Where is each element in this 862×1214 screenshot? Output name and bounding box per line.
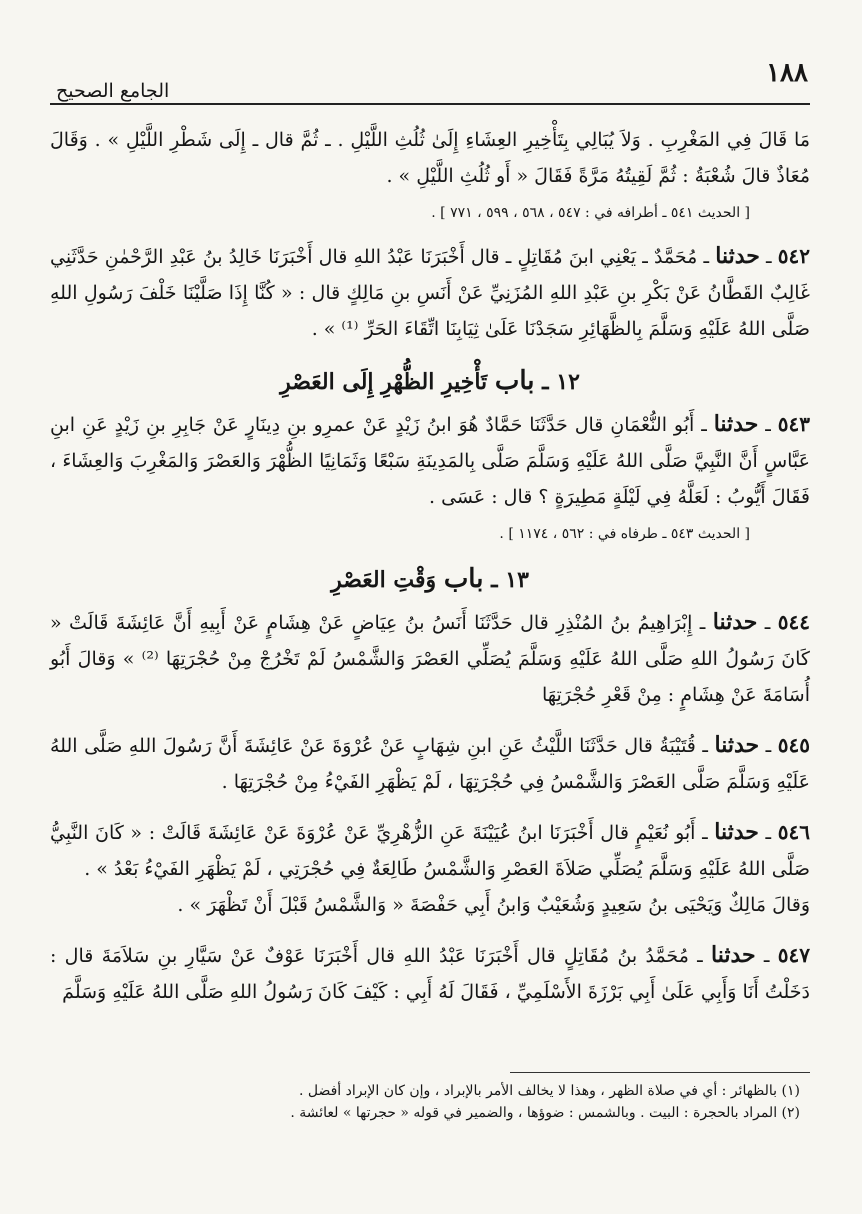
footnote-rule — [510, 1072, 810, 1073]
hadith-number: ٥٤٥ — [777, 733, 810, 757]
hadith-543-ref: [ الحديث ٥٤٣ ـ طرفاه في : ٥٦٢ ، ١١٧٤ ] . — [499, 526, 750, 542]
bab-12-heading — [50, 363, 810, 400]
hadith-546: ٥٤٦ ـ حدثنا ـ أَبُو نُعَيْمٍ قال أَخْبَرَنَا ابنُ عُيَيْنَةَ عَنِ الزُّهْرِيِّ عَنْ عُرْوَةَ عَنْ عَائِشَةَ قَالَتْ : « كَانَ النَّبِيُّ صَلَّى اللهُ عَلَيْهِ وَسَلَّمَ يُصَلِّي صَلاَةَ العَصْرِ وَالشَّمْسُ طَالِعَةٌ فِي حُجْرَتِي ، لَمْ يَظْهَرِ الفَيْءُ بَعْدُ » . — [50, 819, 810, 880]
haddathana-word: حدثنا — [714, 819, 759, 845]
hadith-text: ـ أَبُو النُّعْمَانِ قال حَدَّثَنَا حَمَّادٌ هُوَ ابنُ زَيْدٍ عَنْ عمرِو بنِ دِينَارٍ عَنْ جَابِرِ بنِ زَيْدٍ عَنِ ابنِ عَبَّاسٍ أَنَّ النَّبِيَّ صَلَّى اللهُ عَلَيْهِ وَسَلَّمَ صَلَّى بِالمَدِينَةِ سَبْعًا وَثَمَانِيًا الظُّهْرَ وَالعَصْرَ وَالمَغْرِبَ وَالعِشَاءَ ، فَقَالَ أَيُّوبُ : لَعَلَّهُ فِي لَيْلَةٍ مَطِيرَةٍ ؟ قال : عَسَى . — [50, 414, 810, 508]
hadith-541-ref: [ الحديث ٥٤١ ـ أطرافه في : ٥٤٧ ، ٥٦٨ ، ٥٩٩ ، ٧٧١ ] . — [431, 205, 750, 221]
hadith-number: ٥٤٤ — [777, 610, 810, 634]
hadith-text: ـ قُتَيْبَةُ قال حَدَّثَنَا اللَّيْثُ عَنِ ابنِ شِهَابٍ عَنْ عُرْوَةَ عَنْ عَائِشَةَ أَنَّ رَسُولَ اللهِ صَلَّى اللهُ عَلَيْهِ وَسَلَّمَ صَلَّى العَصْرَ وَالشَّمْسُ فِي حُجْرَتِهَا ، لَمْ يَظْهَرِ الفَيْءُ مِنْ حُجْرَتِهَا . — [50, 735, 810, 793]
hadith-text: ـ إِبْرَاهِيمُ بنُ المُنْذِرِ قال حَدَّثَنَا أَنَسُ بنُ عِيَاضٍ عَنْ هِشَامٍ عَنْ أَبِيهِ أَنَّ عَائِشَةَ قَالَتْ « كَانَ رَسُولُ اللهِ صَلَّى اللهُ عَلَيْهِ وَسَلَّمَ يُصَلِّي العَصْرَ وَالشَّمْسُ لَمْ تَخْرُجْ مِنْ حُجْرَتِهَا ⁽²⁾ » وَقالَ أَبُو أُسَامَةَ عَنْ هِشَامٍ : مِنْ قَعْرِ حُجْرَتِهَا — [50, 612, 810, 706]
running-title: الجامع الصحيح — [56, 80, 170, 102]
haddathana-word: حدثنا — [712, 609, 758, 635]
bab-13-heading — [50, 561, 810, 598]
footnote-2: (٢) المراد بالحجرة : البيت . وبالشمس : ضوؤها ، والضمير في قوله « حجرتها » لعائشة . — [290, 1105, 800, 1121]
hadith-547: ٥٤٧ ـ حدثنا ـ مُحَمَّدُ بنُ مُقَاتِلٍ قال أَخْبَرَنَا عَبْدُ اللهِ قال أَخْبَرَنَا عَوْفٌ عَنْ سَيَّارِ بنِ سَلاَمَةَ قال : دَخَلْتُ أَنَا وَأَبِي عَلَىٰ أَبِي بَرْزَةَ الأَسْلَمِيِّ ، فَقَالَ لَهُ أَبِي : كَيْفَ كَانَ رَسُولُ اللهِ صَلَّى اللهُ عَلَيْهِ وَسَلَّمَ — [50, 942, 810, 1003]
bab-word: باب — [443, 564, 484, 594]
page-header — [50, 58, 810, 106]
haddathana-word: حدثنا — [713, 411, 759, 437]
hadith-number: ٥٤٣ — [777, 412, 810, 436]
hadith-text: ـ مُحَمَّدُ بنُ مُقَاتِلٍ قال أَخْبَرَنَا عَبْدُ اللهِ قال أَخْبَرَنَا عَوْفٌ عَنْ سَيَّارِ بنِ سَلاَمَةَ قال : دَخَلْتُ أَنَا وَأَبِي عَلَىٰ أَبِي بَرْزَةَ الأَسْلَمِيِّ ، فَقَالَ لَهُ أَبِي : كَيْفَ كَانَ رَسُولُ اللهِ صَلَّى اللهُ عَلَيْهِ وَسَلَّمَ — [50, 945, 810, 1003]
bab-word: باب — [494, 366, 535, 396]
hadith-text: ـ أَبُو نُعَيْمٍ قال أَخْبَرَنَا ابنُ عُيَيْنَةَ عَنِ الزُّهْرِيِّ عَنْ عُرْوَةَ عَنْ عَائِشَةَ قَالَتْ : « كَانَ النَّبِيُّ صَلَّى اللهُ عَلَيْهِ وَسَلَّمَ يُصَلِّي صَلاَةَ العَصْرِ وَالشَّمْسُ طَالِعَةٌ فِي حُجْرَتِي ، لَمْ يَظْهَرِ الفَيْءُ بَعْدُ » . — [50, 822, 810, 880]
footnote-1: (١) بالظهائر : أي في صلاة الظهر ، وهذا لا يخالف الأمر بالإبراد ، وإن كان الإبراد أفضل . — [298, 1083, 800, 1099]
bab-title: وَقْتِ العَصْرِ — [331, 567, 437, 593]
hadith-546-note: وَقالَ مَالِكٌ وَيَحْيَى بنُ سَعِيدٍ وَشُعَيْبٌ وَابنُ أَبِي حَفْصَةَ « وَالشَّمْسُ قَبْلَ أَنْ تَظْهَرَ » . — [177, 894, 810, 916]
hadith-542: ٥٤٢ ـ حدثنا ـ مُحَمَّدٌ ـ يَعْنِي ابنَ مُقَاتِلٍ ـ قال أَخْبَرَنَا عَبْدُ اللهِ قال أَخْبَرَنَا خَالِدُ بنُ عَبْدِ الرَّحْمٰنِ حَدَّثَنِي غَالِبٌ القَطَّانُ عَنْ بَكْرِ بنِ عَبْدِ اللهِ المُزَنِيِّ عَنْ أَنَسِ بنِ مَالِكٍ قال : « كُنَّا إِذَا صَلَّيْنَا خَلْفَ رَسُولِ اللهِ صَلَّى اللهُ عَلَيْهِ وَسَلَّمَ بِالظَّهَائِرِ سَجَدْنَا عَلَىٰ ثِيَابِنَا اتِّقَاءَ الحَرِّ ⁽¹⁾ » . — [50, 243, 810, 340]
header-rule — [50, 103, 810, 105]
hadith-number: ٥٤٦ — [777, 820, 810, 844]
hadith-544: ٥٤٤ ـ حدثنا ـ إِبْرَاهِيمُ بنُ المُنْذِرِ قال حَدَّثَنَا أَنَسُ بنُ عِيَاضٍ عَنْ هِشَامٍ عَنْ أَبِيهِ أَنَّ عَائِشَةَ قَالَتْ « كَانَ رَسُولُ اللهِ صَلَّى اللهُ عَلَيْهِ وَسَلَّمَ يُصَلِّي العَصْرَ وَالشَّمْسُ لَمْ تَخْرُجْ مِنْ حُجْرَتِهَا ⁽²⁾ » وَقالَ أَبُو أُسَامَةَ عَنْ هِشَامٍ : مِنْ قَعْرِ حُجْرَتِهَا — [50, 609, 810, 706]
hadith-543: ٥٤٣ ـ حدثنا ـ أَبُو النُّعْمَانِ قال حَدَّثَنَا حَمَّادٌ هُوَ ابنُ زَيْدٍ عَنْ عمرِو بنِ دِينَارٍ عَنْ جَابِرِ بنِ زَيْدٍ عَنِ ابنِ عَبَّاسٍ أَنَّ النَّبِيَّ صَلَّى اللهُ عَلَيْهِ وَسَلَّمَ صَلَّى بِالمَدِينَةِ سَبْعًا وَثَمَانِيًا الظُّهْرَ وَالعَصْرَ وَالمَغْرِبَ وَالعِشَاءَ ، فَقَالَ أَيُّوبُ : لَعَلَّهُ فِي لَيْلَةٍ مَطِيرَةٍ ؟ قال : عَسَى . — [50, 411, 810, 508]
bab-number: ١٢ ـ — [542, 369, 580, 395]
hadith-number: ٥٤٧ — [777, 943, 810, 967]
hadith-545: ٥٤٥ ـ حدثنا ـ قُتَيْبَةُ قال حَدَّثَنَا اللَّيْثُ عَنِ ابنِ شِهَابٍ عَنْ عُرْوَةَ عَنْ عَائِشَةَ أَنَّ رَسُولَ اللهِ صَلَّى اللهُ عَلَيْهِ وَسَلَّمَ صَلَّى العَصْرَ وَالشَّمْسُ فِي حُجْرَتِهَا ، لَمْ يَظْهَرِ الفَيْءُ مِنْ حُجْرَتِهَا . — [50, 732, 810, 793]
haddathana-word: حدثنا — [711, 942, 756, 968]
body-text — [50, 122, 810, 1010]
haddathana-word: حدثنا — [715, 243, 760, 269]
continuation-text: مَا قَالَ فِي المَغْرِبِ . وَلاَ يُبَالِي بِتَأْخِيرِ العِشَاءِ إِلَىٰ ثُلُثِ اللَّيْلِ . ـ ثُمَّ قال ـ إِلَى شَطْرِ اللَّيْلِ » . وَقَالَ مُعَاذٌ قالَ شُعْبَةُ : ثُمَّ لَقِيتُهُ مَرَّةً فَقَالَ « أَو ثُلُثِ اللَّيْلِ » . — [50, 129, 810, 187]
hadith-number: ٥٤٢ — [777, 244, 810, 268]
haddathana-word: حدثنا — [714, 732, 760, 758]
footnotes — [50, 1080, 800, 1124]
bab-title: تَأْخِيرِ الظُّهْرِ إِلَى العَصْرِ — [280, 369, 488, 395]
bab-number: ١٣ ـ — [491, 567, 529, 593]
hadith-text: ـ مُحَمَّدٌ ـ يَعْنِي ابنَ مُقَاتِلٍ ـ قال أَخْبَرَنَا عَبْدُ اللهِ قال أَخْبَرَنَا خَالِدُ بنُ عَبْدِ الرَّحْمٰنِ حَدَّثَنِي غَالِبٌ القَطَّانُ عَنْ بَكْرِ بنِ عَبْدِ اللهِ المُزَنِيِّ عَنْ أَنَسِ بنِ مَالِكٍ قال : « كُنَّا إِذَا صَلَّيْنَا خَلْفَ رَسُولِ اللهِ صَلَّى اللهُ عَلَيْهِ وَسَلَّمَ بِالظَّهَائِرِ سَجَدْنَا عَلَىٰ ثِيَابِنَا اتِّقَاءَ الحَرِّ ⁽¹⁾ » . — [50, 246, 810, 340]
page-number: ١٨٨ — [766, 58, 808, 88]
